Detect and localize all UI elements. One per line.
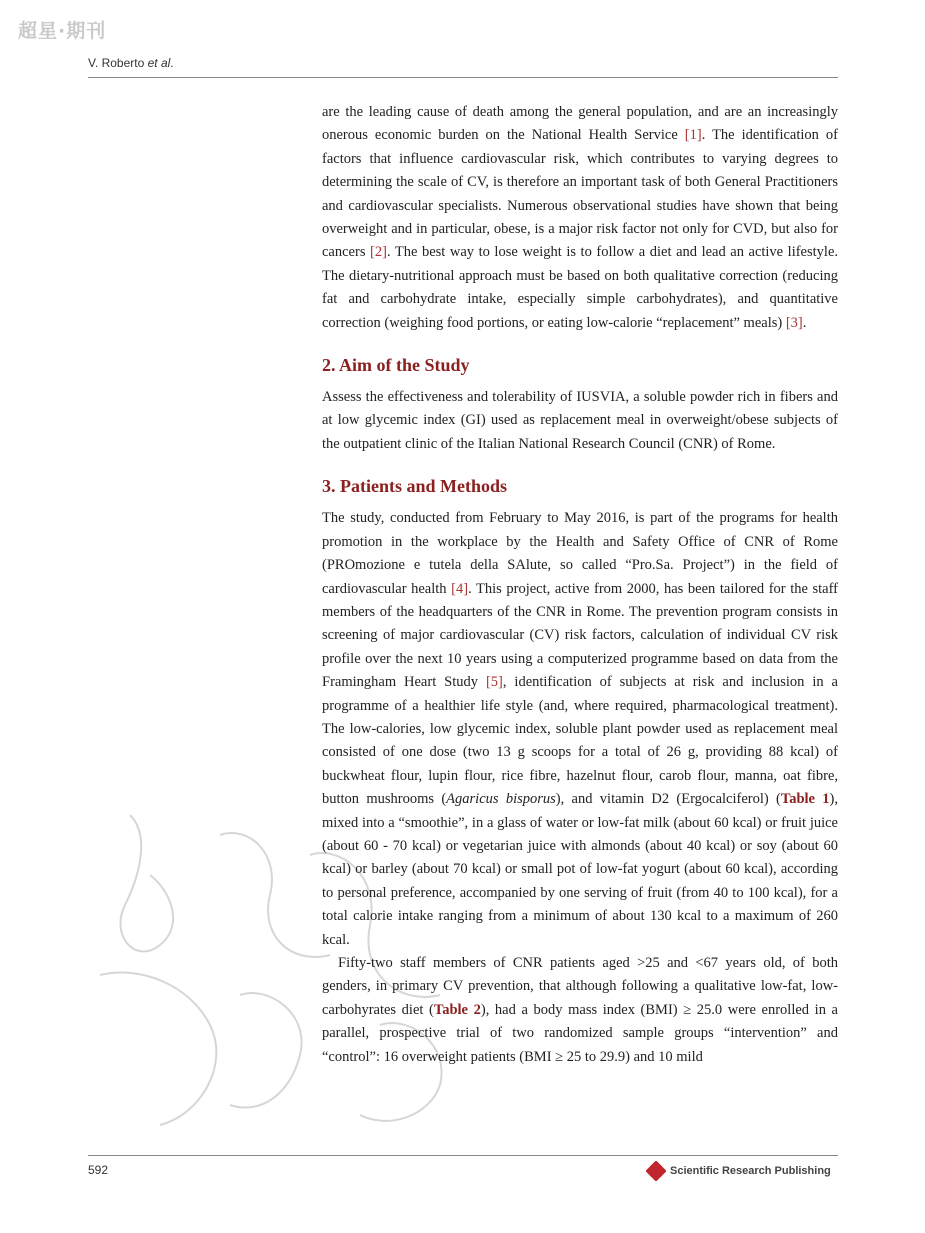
header-rule [88, 77, 838, 78]
intro-text-4: . [802, 314, 807, 331]
species-name: Agaricus bisporus [446, 791, 556, 808]
section-3-paragraph-1 [322, 507, 838, 952]
footer-rule [88, 1155, 838, 1156]
s3p2-text-2: ), had a body mass index (BMI) ≥ 25.0 were enrolled in a parallel, prospective trial of two randomized sample groups “intervention” and “control”: 16 overweight patients (BMI ≥ 25 to 29.9) and 10 mild [322, 1001, 838, 1065]
citation-2[interactable]: [2] [370, 244, 387, 261]
s3p1-text-5: ), mixed into a “smoothie”, in a glass of water or low-fat milk (about 60 kcal) or fruit juice (about 60 - 70 kcal) or vegetarian juice with almonds (about 40 kcal) or soy (about 60 kcal) or barley (about 70 kcal) or small pot of low-fat yogurt (about 60 kcal), according to personal preference, accompanied by one serving of fruit (from 40 to 100 kcal), for a total calorie intake ranging from a minimum of about 130 kcal to a maximum of 260 kcal. [322, 791, 838, 948]
citation-3[interactable]: [3] [785, 314, 803, 331]
s3p1-text-1: The study, conducted from February to May 2016, is part of the programs for health promotion in the workplace by the Health and Safety Office of CNR of Rome (PROmozione e tutela della SAlute, so called “Pro.Sa. Project”) in the field of cardiovascular health [322, 510, 838, 597]
page-number: 592 [88, 1163, 109, 1177]
citation-1[interactable]: [1] [684, 127, 702, 144]
intro-paragraph [322, 101, 838, 335]
publisher-logo [646, 1161, 831, 1181]
section-3-paragraph-2 [322, 952, 838, 1069]
table-1-link[interactable]: Table 1 [780, 791, 830, 808]
section-2-heading: 2. Aim of the Study [322, 355, 470, 376]
s3p1-text-3: , identification of subjects at risk and inclusion in a programme of a healthier life style (and, where required, pharmacological treatment). The low-calories, low glycemic index, soluble plant powder used as replacement meal consisted of one dose (two 13 g scoops for a total of 26 g, providing 88 kcal) of buckwheat flour, lupin flour, rice fibre, hazelnut flour, carob flour, manna, oat fibre, button mushrooms ( [322, 674, 838, 808]
running-head [88, 56, 174, 70]
running-head-period: . [170, 56, 174, 70]
section-2-paragraph: Assess the effectiveness and tolerability of IUSVIA, a soluble powder rich in fibers and at low glycemic index (GI) used as replacement meal in overweight/obese subjects of the outpatient clinic of the Italian National Research Council (CNR) of Rome. [322, 389, 838, 452]
section-3-heading: 3. Patients and Methods [322, 476, 508, 497]
intro-text-3: . The best way to lose weight is to follow a diet and lead an active lifestyle. The dietary-nutritional approach must be based on both qualitative correction (reducing fat and carbohydrate intake, especially simple carbohydrates), and quantitative correction (weighing food portions, or eating low-calorie “replacement” meals) [322, 244, 839, 331]
s3p1-text-4: ), and vitamin D2 (Ergocalciferol) ( [555, 791, 781, 808]
table-2-link[interactable]: Table 2 [433, 1001, 481, 1018]
intro-text-2: . The identification of factors that influence cardiovascular risk, which contributes to varying degrees to determining the scale of CV, is therefore an important task of both General Practitioners and cardiovascular specialists. Numerous observational studies have shown that being overweight and in particular, obese, is a major risk factor not only for CVD, but also for cancers [322, 127, 839, 261]
citation-5[interactable]: [5] [485, 674, 503, 691]
running-head-author: V. Roberto [88, 56, 148, 70]
publisher-diamond-icon [646, 1161, 666, 1181]
intro-text-1: are the leading cause of death among the general population, and are an increasingly onerous economic burden on the National Health Service [322, 104, 838, 144]
watermark-logo: 超星·期刊 [18, 20, 107, 42]
running-head-etal: et al [147, 56, 171, 70]
citation-4[interactable]: [4] [451, 580, 469, 597]
publisher-name: Scientific Research Publishing [670, 1165, 831, 1177]
s3p1-text-2: . This project, active from 2000, has been tailored for the staff members of the headquarters of the CNR in Rome. The prevention program consists in screening of major cardiovascular (CV) risk factors, calculation of individual CV risk profile over the next 10 years using a computerized programme based on data from the Framingham Heart Study [322, 580, 839, 691]
s3p2-text-1: Fifty-two staff members of CNR patients aged >25 and <67 years old, of both genders, in primary CV prevention, that although following a qualitative low-fat, low-carbohyrates diet ( [322, 955, 838, 1018]
article-body [322, 101, 838, 1069]
